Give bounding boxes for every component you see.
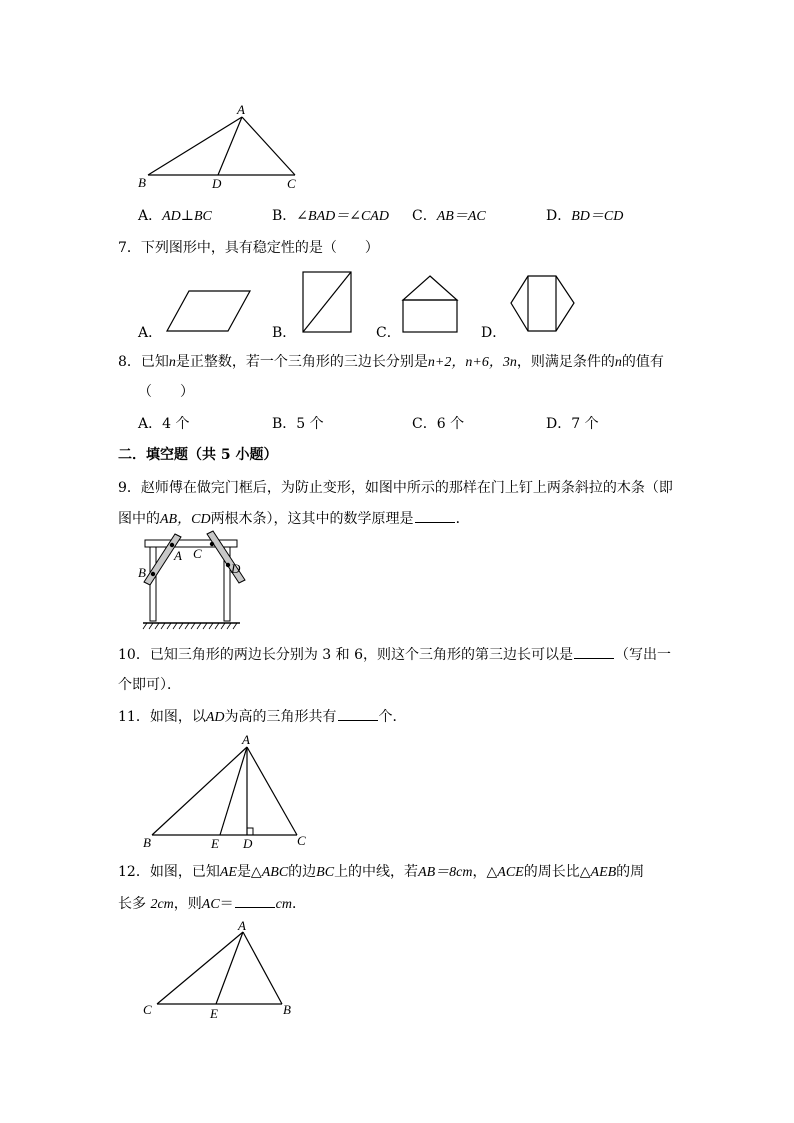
q11-answer-blank[interactable] xyxy=(338,706,378,721)
q11-label-c: C xyxy=(297,833,306,848)
q9-answer-blank[interactable] xyxy=(415,508,455,523)
q10-answer-blank[interactable] xyxy=(574,644,614,659)
q6-option-b[interactable]: B．∠BAD＝∠CAD xyxy=(272,208,389,224)
q6-option-a[interactable]: A．AD⊥BC xyxy=(138,208,212,224)
q12-label-c: C xyxy=(143,1002,152,1017)
q9-line2: 图中的AB，CD两根木条），这其中的数学原理是 ． xyxy=(118,508,470,530)
q9-label-a: A xyxy=(174,548,182,563)
q12-line1: 12．如图，已知AE是△ABC的边BC上的中线，若AB＝8cm，△ACE的周长比△AEB的周 xyxy=(118,864,645,880)
q12-label-e: E xyxy=(210,1006,218,1021)
q8-option-c[interactable]: C．6 个 xyxy=(412,416,465,432)
q7-parallelogram-figure[interactable] xyxy=(164,288,254,334)
q8-paren: （ ） xyxy=(138,384,194,400)
q12-line2: 长多 2cm，则AC＝ cm． xyxy=(118,893,306,915)
q6-label-b: B xyxy=(138,175,146,190)
q11-triangle-figure xyxy=(138,733,318,851)
q11-label-e: E xyxy=(211,836,219,851)
q9-label-c: C xyxy=(193,546,202,561)
q9-label-b: B xyxy=(138,565,146,580)
q7-house-figure[interactable] xyxy=(400,273,460,335)
q6-label-a: A xyxy=(237,102,245,117)
q7-option-a-label[interactable]: A． xyxy=(138,325,163,341)
q12-label-a: A xyxy=(238,918,246,933)
q8-option-b[interactable]: B．5 个 xyxy=(272,416,324,432)
q10-line2: 个即可）． xyxy=(118,677,181,693)
q11-label-d: D xyxy=(243,836,253,851)
q6-side-ab xyxy=(148,117,242,175)
q8-option-d[interactable]: D．7 个 xyxy=(546,416,599,432)
q7-option-d-label[interactable]: D． xyxy=(481,325,507,341)
q12-triangle-figure xyxy=(138,918,298,1022)
q7-stem: 7．下列图形中，具有稳定性的是（ ） xyxy=(118,240,379,256)
q9-door-frame-figure xyxy=(135,530,255,632)
q7-hexagon-figure[interactable] xyxy=(508,273,578,335)
q7-rectangle-diagonal-figure[interactable] xyxy=(301,270,355,334)
q12-label-b: B xyxy=(283,1002,291,1017)
q6-side-ac xyxy=(242,117,295,175)
q6-triangle-figure xyxy=(130,100,310,195)
q7-option-c-label[interactable]: C． xyxy=(376,325,401,341)
q10-line1: 10．已知三角形的两边长分别为 3 和 6，则这个三角形的第三边长可以是 （写出一 xyxy=(118,644,671,665)
q6-option-d[interactable]: D．BD＝CD xyxy=(546,208,624,224)
q11-label-a: A xyxy=(242,733,250,747)
q9-label-d: D xyxy=(231,561,241,576)
q6-label-c: C xyxy=(287,176,296,191)
q6-label-d: D xyxy=(212,176,222,191)
q6-segment-ad xyxy=(218,117,242,175)
q11-stem: 11．如图，以AD为高的三角形共有 个． xyxy=(118,706,407,728)
q11-label-b: B xyxy=(143,835,151,850)
q6-option-c[interactable]: C．AB＝AC xyxy=(412,208,486,224)
section-title: 二．填空题（共 5 小题） xyxy=(118,447,278,463)
q9-line1: 9．赵师傅在做完门框后，为防止变形，如图中所示的那样在门上钉上两条斜拉的木条（即 xyxy=(118,480,673,496)
q12-answer-blank[interactable] xyxy=(235,893,275,908)
q8-stem: 8．已知n是正整数，若一个三角形的三边长分别是n+2，n+6，3n，则满足条件的n的值有 xyxy=(118,354,664,370)
q7-option-b-label[interactable]: B． xyxy=(272,325,297,341)
q8-option-a[interactable]: A．4 个 xyxy=(138,416,190,432)
